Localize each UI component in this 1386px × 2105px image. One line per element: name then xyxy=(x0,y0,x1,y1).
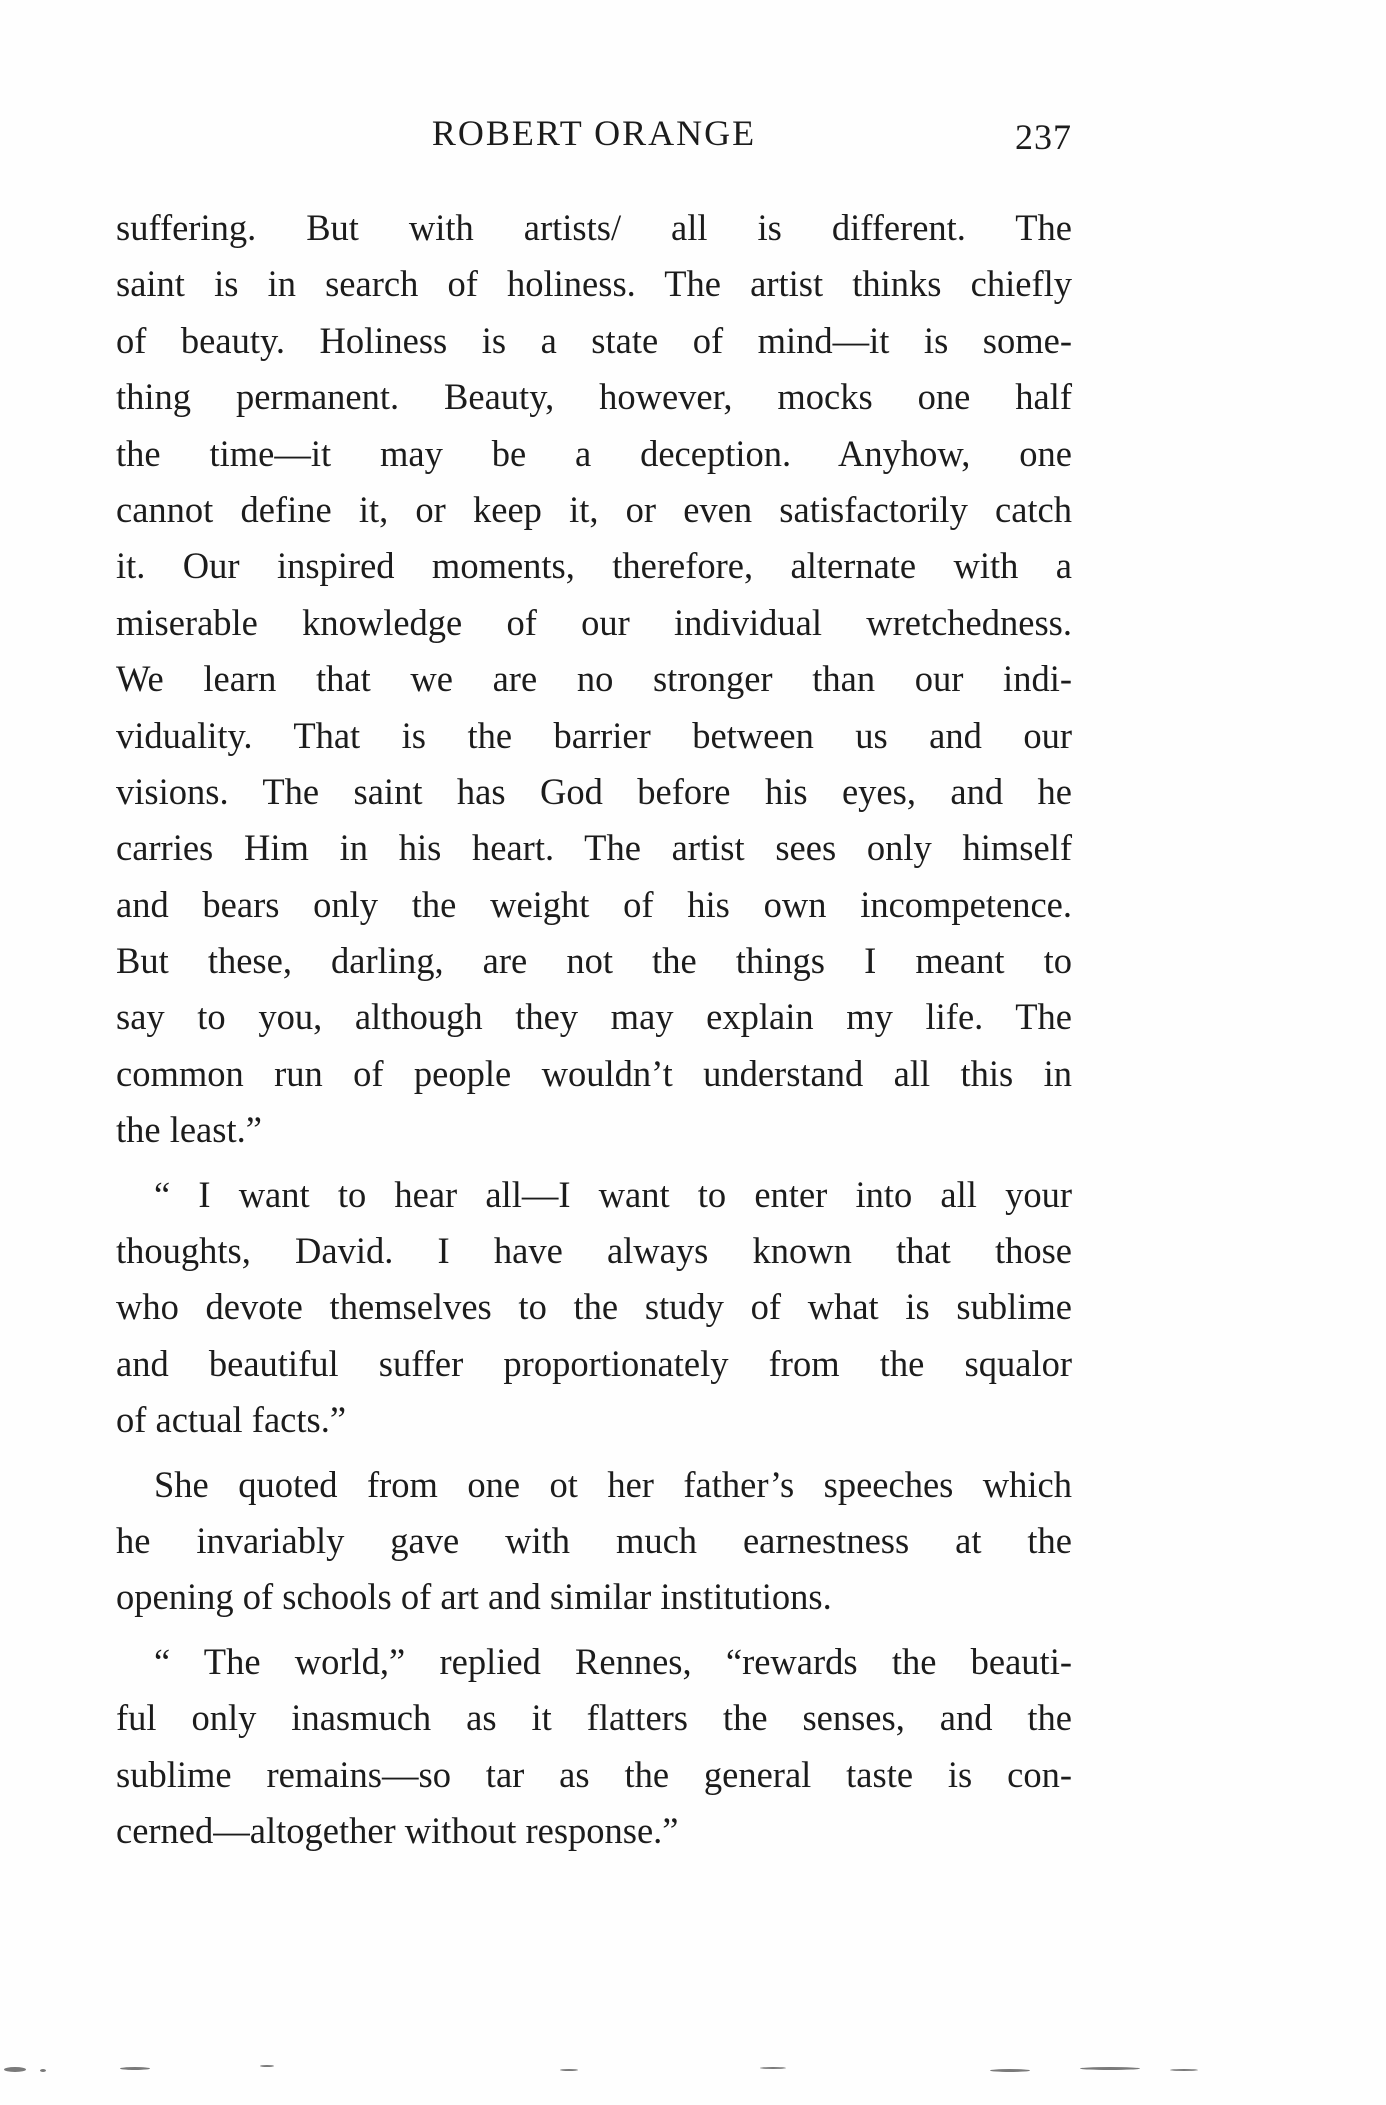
text-line: it. Our inspired moments, therefore, alternate with a xyxy=(116,545,1072,587)
text-line: of actual facts.” xyxy=(116,1399,347,1441)
text-line: sublime remains—so tar as the general taste is con- xyxy=(116,1753,1072,1795)
text-line: “ The world,” replied Rennes, “rewards the beauti- xyxy=(154,1640,1072,1682)
page-number: 237 xyxy=(1015,117,1072,157)
running-title: ROBERT ORANGE xyxy=(431,113,757,153)
paragraph-gap xyxy=(116,1159,1072,1167)
paragraph xyxy=(116,200,1072,1159)
text-line: thoughts, David. I have always known that those xyxy=(116,1230,1072,1272)
text-line: common run of people wouldn’t understand all this in xyxy=(116,1052,1072,1094)
text-line: say to you, although they may explain my life. The xyxy=(116,996,1072,1038)
text-line: She quoted from one ot her father’s speeches which xyxy=(154,1463,1072,1505)
text-line: opening of schools of art and similar institutions. xyxy=(116,1576,832,1618)
paragraph xyxy=(116,1457,1072,1626)
speck xyxy=(1170,2069,1198,2071)
running-head xyxy=(116,112,1072,160)
speck xyxy=(760,2067,786,2069)
paragraph xyxy=(116,1167,1072,1449)
text-line: the least.” xyxy=(116,1109,262,1151)
text-line: “ I want to hear all—I want to enter into all your xyxy=(154,1173,1072,1215)
text-line: miserable knowledge of our individual wretchedness. xyxy=(116,601,1072,643)
text-line: cannot define it, or keep it, or even satisfactorily catch xyxy=(116,488,1072,530)
text-line: and beautiful suffer proportionately from the squalor xyxy=(116,1342,1072,1384)
speck xyxy=(560,2069,578,2071)
text-line: We learn that we are no stronger than our indi- xyxy=(116,658,1072,700)
speck xyxy=(4,2067,26,2072)
speck xyxy=(260,2065,274,2067)
body-text xyxy=(116,200,1072,1859)
speck xyxy=(120,2067,150,2070)
text-line: thing permanent. Beauty, however, mocks one half xyxy=(116,376,1072,418)
text-line: and bears only the weight of his own incompetence. xyxy=(116,883,1072,925)
paragraph-gap xyxy=(116,1449,1072,1457)
speck xyxy=(40,2069,46,2072)
speck xyxy=(990,2069,1030,2072)
text-line: But these, darling, are not the things I meant to xyxy=(116,940,1072,982)
text-line: saint is in search of holiness. The artist thinks chiefly xyxy=(116,263,1072,305)
paragraph-gap xyxy=(116,1626,1072,1634)
text-line: visions. The saint has God before his eyes, and he xyxy=(116,770,1072,812)
print-specks xyxy=(0,2047,1386,2087)
paragraph xyxy=(116,1634,1072,1860)
text-line: the time—it may be a deception. Anyhow, one xyxy=(116,432,1072,474)
text-line: cerned—altogether without response.” xyxy=(116,1809,679,1851)
speck xyxy=(1080,2067,1140,2070)
text-line: suffering. But with artists/ all is different. The xyxy=(116,207,1072,248)
text-line: he invariably gave with much earnestness at the xyxy=(116,1519,1072,1561)
text-line: who devote themselves to the study of what is sublime xyxy=(116,1286,1072,1328)
text-line: ful only inasmuch as it flatters the senses, and the xyxy=(116,1697,1072,1739)
text-line: of beauty. Holiness is a state of mind—it is some- xyxy=(116,319,1072,361)
text-line: carries Him in his heart. The artist sees only himself xyxy=(116,827,1072,869)
text-line: viduality. That is the barrier between us and our xyxy=(116,714,1072,756)
